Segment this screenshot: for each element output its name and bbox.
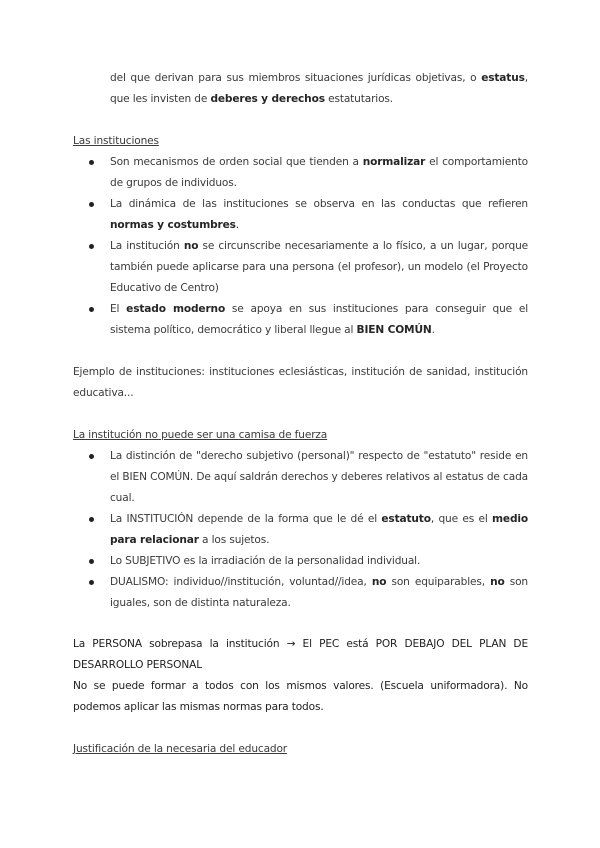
- bullet-icon: [89, 580, 94, 585]
- heading-justificacion: Justificación de la necesaria del educador: [73, 743, 288, 755]
- item-text: El: [110, 303, 127, 315]
- intro-text-1: del que derivan para sus miembros situaciones jurídicas objetivas, o: [110, 72, 482, 84]
- item-text: La institución: [110, 240, 184, 252]
- item-text: La INSTITUCIÓN depende de la forma que le dé el: [110, 513, 382, 525]
- item-text: se circunscribe necesariamente a lo físico, a un lugar, porque también puede aplicarse para una persona (el profesor), un modelo (el Proyecto Educativo de Centro): [110, 240, 529, 294]
- item-bold: no: [490, 576, 505, 588]
- intro-bold-deberes: deberes y derechos: [210, 93, 325, 105]
- list-item: [73, 299, 528, 341]
- item-text: son iguales, son de distinta naturaleza.: [110, 576, 528, 609]
- persona-paragraph: No se puede formar a todos con los mismos valores. (Escuela uniformadora). No podemos aplicar las mismas normas para todos.: [73, 680, 528, 713]
- item-bold: estatuto: [381, 513, 431, 525]
- item-bold: estado moderno: [126, 303, 226, 315]
- list-item: [73, 152, 528, 194]
- ejemplo-paragraph: Ejemplo de instituciones: instituciones eclesiásticas, institución de sanidad, institución educativa...: [73, 366, 528, 399]
- intro-text-2: , que les invisten de: [110, 72, 528, 105]
- item-bold: medio para relacionar: [110, 513, 528, 546]
- bullet-icon: [89, 160, 94, 165]
- item-text: son equiparables,: [386, 576, 491, 588]
- persona-heading: La PERSONA sobrepasa la institución → El PEC está POR DEBAJO DEL PLAN DE DESARROLLO PERSONAL: [73, 638, 528, 671]
- item-text: el comportamiento de grupos de individuos.: [110, 156, 528, 189]
- bullet-icon: [89, 244, 94, 249]
- bullet-icon: [89, 559, 94, 564]
- bullet-icon: [89, 307, 94, 312]
- item-text: Son mecanismos de orden social que tienden a: [110, 156, 363, 168]
- list-camisa: [73, 446, 528, 614]
- item-text: .: [431, 324, 435, 336]
- intro-bold-estatus: estatus: [481, 72, 525, 84]
- item-bold: normas y costumbres: [110, 219, 236, 231]
- item-bold: no: [371, 576, 387, 588]
- list-item: [73, 446, 528, 509]
- item-text: se apoya en sus instituciones para conseguir que el sistema político, democrático y liberal llegue al: [110, 303, 528, 336]
- item-bold: no: [183, 240, 199, 252]
- item-text: , que es el: [430, 513, 493, 525]
- list-item: [73, 509, 528, 551]
- item-text: .: [235, 219, 239, 231]
- bullet-icon: [89, 202, 94, 207]
- list-item: [73, 551, 528, 572]
- item-text: Lo SUBJETIVO es la irradiación de la personalidad individual.: [110, 555, 421, 567]
- item-text: La distinción de "derecho subjetivo (personal)" respecto de "estatuto" reside en el BIEN COMÚN. De aquí saldrán derechos y deberes relativos al estatus de cada cual.: [110, 450, 528, 504]
- item-bold: BIEN COMÚN: [356, 324, 432, 336]
- list-item: [73, 572, 528, 614]
- list-instituciones: [73, 152, 528, 341]
- intro-paragraph: [110, 68, 528, 110]
- item-bold: normalizar: [362, 156, 426, 168]
- heading-instituciones: Las instituciones: [73, 135, 159, 147]
- bullet-icon: [89, 454, 94, 459]
- heading-camisa-de-fuerza: La institución no puede ser una camisa de fuerza: [73, 429, 328, 441]
- item-text: La dinámica de las instituciones se observa en las conductas que refieren: [110, 198, 528, 210]
- item-text: a los sujetos.: [198, 534, 270, 546]
- bullet-icon: [89, 517, 94, 522]
- list-item: [73, 194, 528, 236]
- list-item: [73, 236, 528, 299]
- item-text: DUALISMO: individuo//institución, voluntad//idea,: [110, 576, 372, 588]
- intro-text-3: estatutarios.: [324, 93, 393, 105]
